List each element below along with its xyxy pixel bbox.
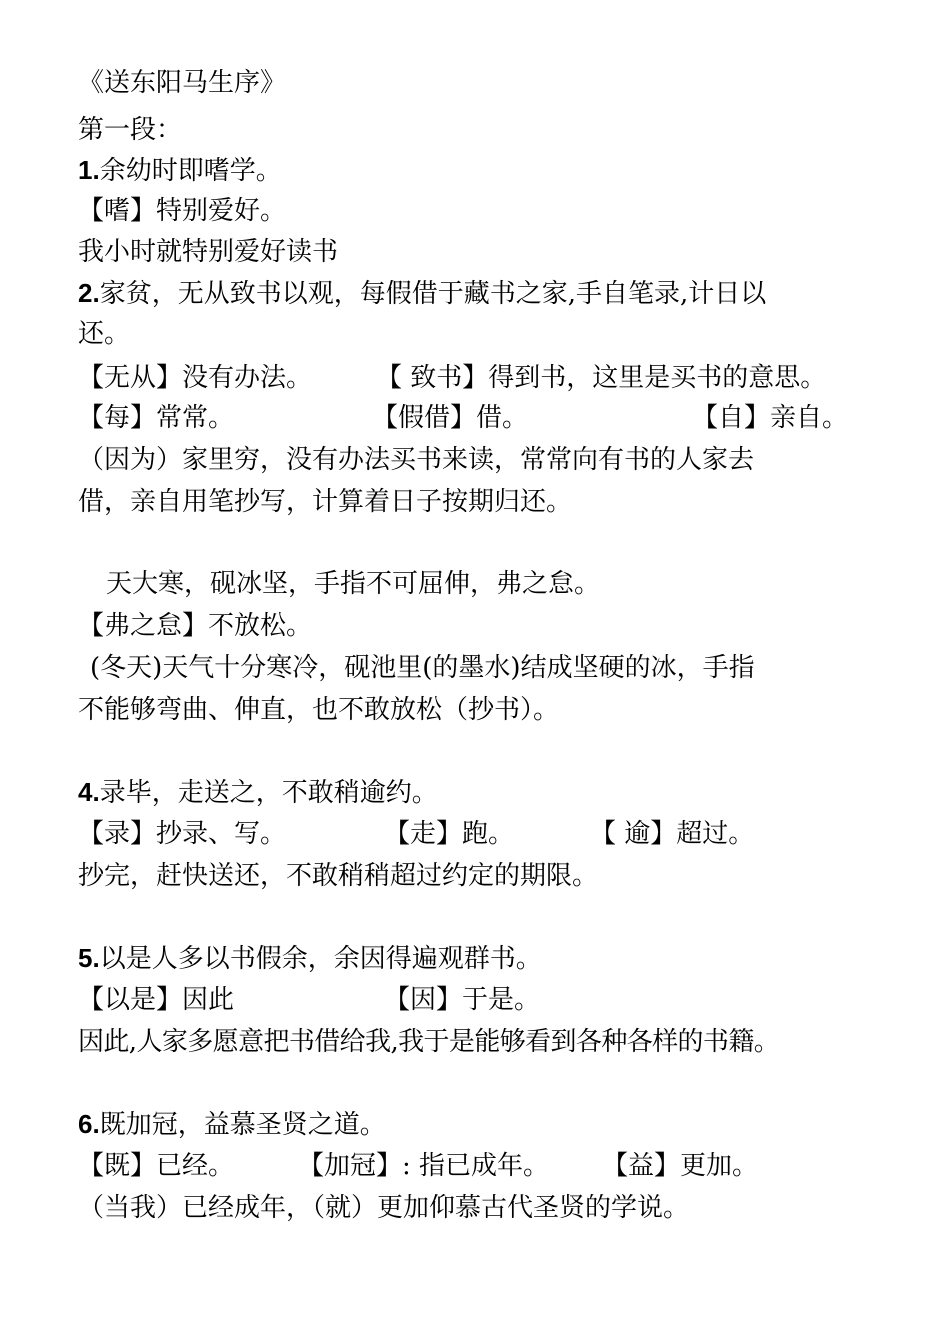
document-title: 《送东阳马生序》 [78, 68, 287, 98]
item-1-sentence [78, 155, 282, 186]
item-6-notes [78, 1151, 878, 1181]
classical-sentence: 余幼时即嗜学。 [99, 156, 282, 186]
item-4-notes [78, 819, 878, 849]
item-3-note: 【弗之怠】不放松。 [78, 611, 313, 641]
item-1-note: 【嗜】特别爱好。 [78, 196, 287, 226]
item-3-sentence: 天大寒，砚冰坚，手指不可屈伸，弗之怠。 [106, 569, 601, 599]
classical-sentence: 既加冠，益慕圣贤之道。 [99, 1110, 386, 1140]
note: 【走】跑。 [384, 819, 515, 849]
item-3-translation: (冬天)天气十分寒冷，砚池里(的墨水)结成坚硬的冰，手指 [90, 653, 755, 683]
note: 【自】亲自。 [692, 403, 849, 433]
item-4-sentence [78, 777, 438, 808]
section-heading: 第一段： [78, 115, 183, 145]
note: 【无从】没有办法。 [78, 363, 313, 393]
item-2-notes-row-1 [78, 363, 878, 393]
item-2-sentence-cont: 还。 [78, 319, 131, 349]
classical-sentence: 录毕，走送之，不敢稍逾约。 [99, 778, 438, 808]
note: 【 逾】超过。 [590, 819, 755, 849]
item-4-translation: 抄完，赶快送还，不敢稍稍超过约定的期限。 [78, 861, 599, 891]
note: 【以是】因此 [78, 985, 235, 1015]
item-number: 6. [78, 1109, 100, 1139]
item-2-sentence [78, 278, 766, 309]
note: 【每】常常。 [78, 403, 235, 433]
note: 【假借】借。 [372, 403, 529, 433]
item-5-translation: 因此,人家多愿意把书借给我,我于是能够看到各种各样的书籍。 [78, 1027, 780, 1057]
item-6-sentence [78, 1109, 386, 1140]
item-5-notes [78, 985, 878, 1015]
item-number: 2. [78, 278, 100, 308]
item-2-translation: （因为）家里穷，没有办法买书来读，常常向有书的人家去 [78, 445, 755, 475]
item-1-translation: 我小时就特别爱好读书 [78, 237, 339, 267]
item-6-translation: （当我）已经成年，（就）更加仰慕古代圣贤的学说。 [78, 1193, 690, 1223]
note: 【加冠】: 指已成年。 [298, 1151, 550, 1181]
note: 【因】于是。 [384, 985, 541, 1015]
note: 【既】已经。 [78, 1151, 235, 1181]
item-number: 1. [78, 155, 100, 185]
item-5-sentence [78, 943, 542, 974]
item-2-translation-cont: 借，亲自用笔抄写，计算着日子按期归还。 [78, 487, 573, 517]
classical-sentence: 家贫，无从致书以观，每假借于藏书之家,手自笔录,计日以 [99, 279, 767, 309]
item-number: 5. [78, 943, 100, 973]
note: 【益】更加。 [602, 1151, 759, 1181]
item-2-notes-row-2 [78, 403, 878, 433]
classical-sentence: 以是人多以书假余，余因得遍观群书。 [99, 944, 542, 974]
item-3-translation-cont: 不能够弯曲、伸直，也不敢放松（抄书）。 [78, 695, 560, 725]
note: 【 致书】得到书，这里是买书的意思。 [376, 363, 827, 393]
note: 【录】抄录、写。 [78, 819, 287, 849]
item-number: 4. [78, 777, 100, 807]
